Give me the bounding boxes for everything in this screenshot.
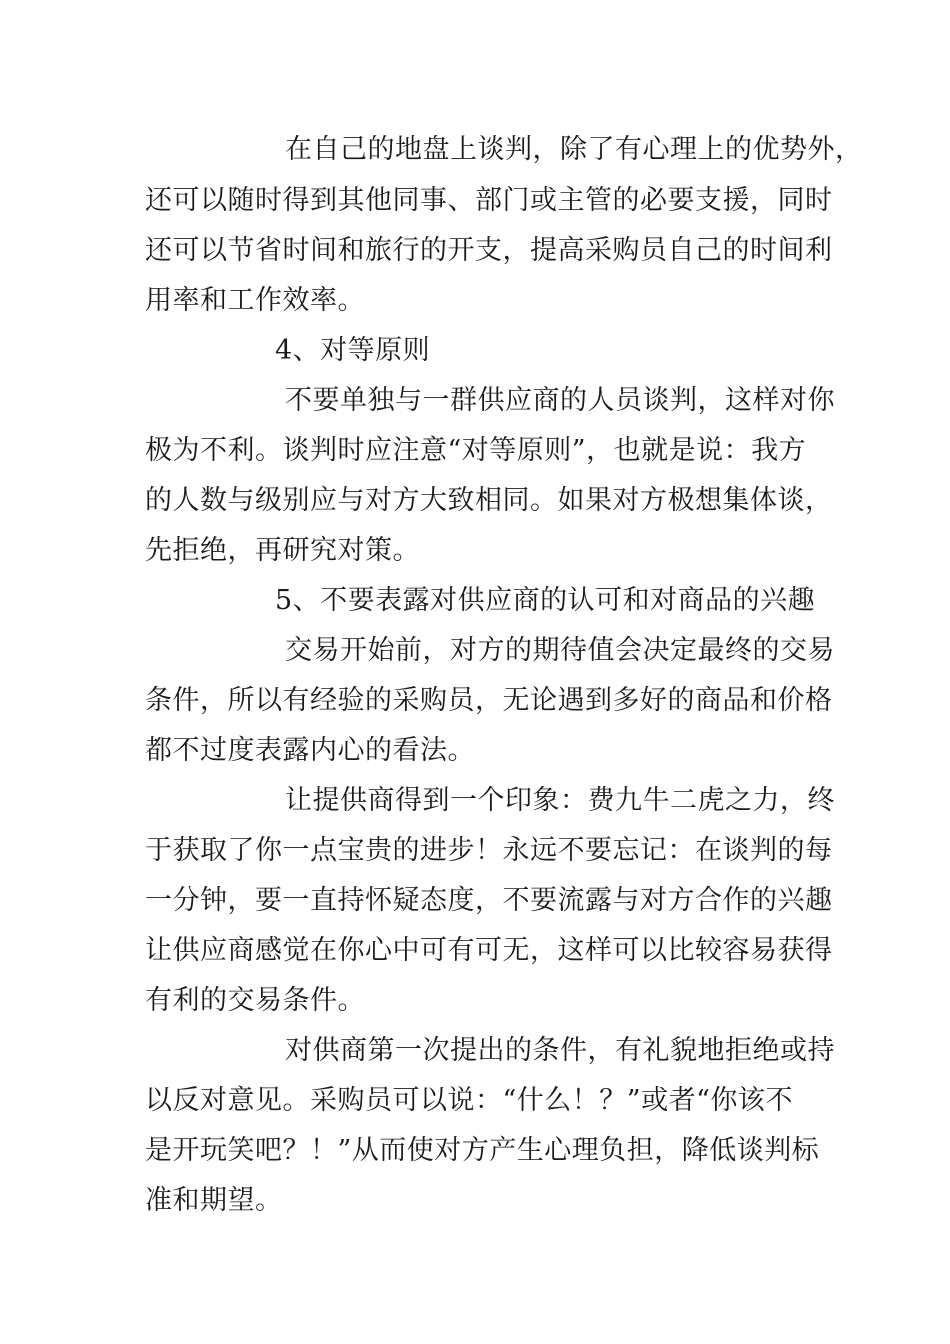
- paragraph-line: 都不过度表露内心的看法。: [145, 735, 475, 766]
- paragraph-line: 于获取了你一点宝贵的进步！永远不要忘记：在谈判的每: [145, 835, 833, 866]
- paragraph-line: 条件，所以有经验的采购员，无论遇到多好的商品和价格: [145, 685, 833, 716]
- paragraph-line: 准和期望。: [145, 1185, 283, 1216]
- paragraph-line: 一分钟，要一直持怀疑态度，不要流露与对方合作的兴趣: [145, 885, 833, 916]
- paragraph-line: 还可以随时得到其他同事、部门或主管的必要支援，同时: [145, 185, 833, 216]
- paragraph-line: 在自己的地盘上谈判，除了有心理上的优势外，: [285, 134, 863, 165]
- paragraph-line: 交易开始前，对方的期待值会决定最终的交易: [285, 635, 835, 666]
- paragraph-line: 的人数与级别应与对方大致相同。如果对方极想集体谈，: [145, 485, 833, 516]
- paragraph-line: 让提供商得到一个印象：费九牛二虎之力，终: [285, 785, 835, 816]
- paragraph-line: 用率和工作效率。: [145, 285, 365, 316]
- paragraph-line: 以反对意见。采购员可以说：“什么！？”或者“你该不: [145, 1085, 793, 1116]
- paragraph-line: 让供应商感觉在你心中可有可无，这样可以比较容易获得: [145, 935, 833, 966]
- paragraph-line: 还可以节省时间和旅行的开支，提高采购员自己的时间利: [145, 235, 833, 266]
- paragraph-line: 对供商第一次提出的条件，有礼貌地拒绝或持: [285, 1035, 835, 1066]
- section-heading: 4、对等原则: [275, 335, 431, 366]
- paragraph-line: 不要单独与一群供应商的人员谈判，这样对你: [285, 385, 835, 416]
- section-heading: 5、不要表露对供应商的认可和对商品的兴趣: [275, 585, 816, 616]
- paragraph-line: 是开玩笑吧？！”从而使对方产生心理负担，降低谈判标: [145, 1135, 820, 1166]
- paragraph-line: 有利的交易条件。: [145, 985, 365, 1016]
- paragraph-line: 先拒绝，再研究对策。: [145, 535, 420, 566]
- paragraph-line: 极为不利。谈判时应注意“对等原则”，也就是说：我方: [145, 435, 807, 466]
